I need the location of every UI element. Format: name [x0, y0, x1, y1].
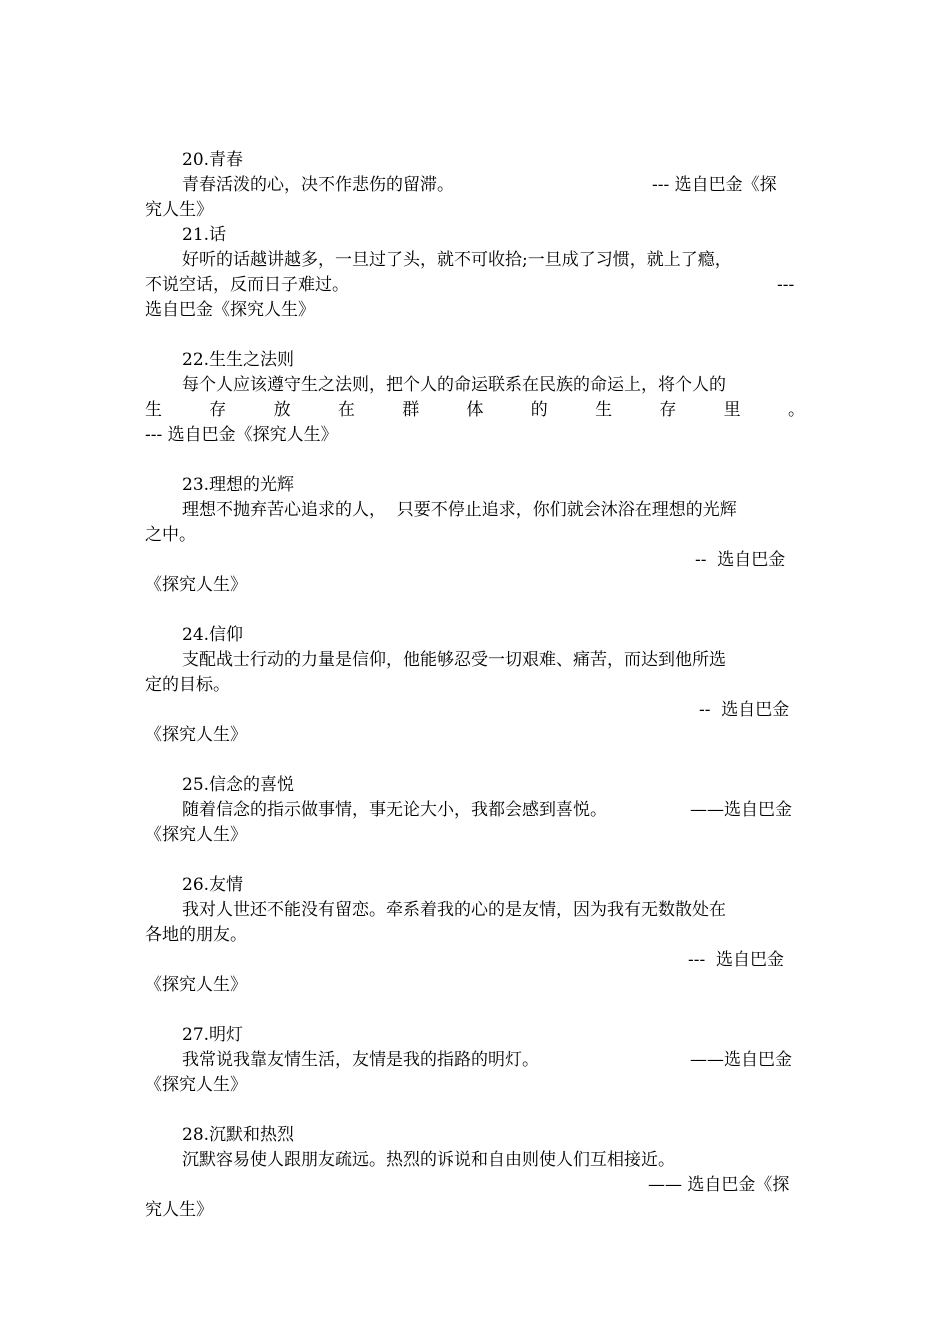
entry-text: 理想不抛弃苦心追求的人， 只要不停止追求，你们就会沐浴在理想的光辉 [182, 500, 737, 520]
entry-heading: 21.话 [182, 225, 227, 245]
char: 群 [402, 400, 420, 420]
entry-source: 《探究人生》 [145, 825, 247, 845]
entry-text: 青春活泼的心，决不作悲伤的留滞。 [182, 175, 454, 195]
entry-source: --- 选自巴金 [688, 950, 785, 970]
entry-source: 《探究人生》 [145, 1075, 247, 1095]
char: 在 [337, 400, 355, 420]
entry-source: --- 选自巴金《探 [652, 175, 777, 195]
entry-heading: 22.生生之法则 [182, 350, 295, 370]
entry-text-justified [145, 398, 805, 423]
entry-text: 每个人应该遵守生之法则，把个人的命运联系在民族的命运上，将个人的 [182, 375, 726, 395]
entry-source: 究人生》 [145, 200, 213, 220]
entry-source: ——选自巴金 [690, 800, 792, 820]
entry-heading: 28.沉默和热烈 [182, 1125, 295, 1145]
char: 里 [723, 400, 741, 420]
char: 存 [209, 400, 227, 420]
entry-heading: 23.理想的光辉 [182, 475, 295, 495]
entry-source: -- 选自巴金 [695, 550, 786, 570]
entry-heading: 24.信仰 [182, 625, 244, 645]
entry-source: 《探究人生》 [145, 725, 247, 745]
entry-heading: 20.青春 [182, 150, 244, 170]
entry-heading: 27.明灯 [182, 1025, 244, 1045]
entry-source: 《探究人生》 [145, 975, 247, 995]
entry-source: —— 选自巴金《探 [648, 1175, 790, 1195]
entry-text: 我对人世还不能没有留恋。牵系着我的心的是友情，因为我有无数散处在 [182, 900, 726, 920]
entry-source: -- 选自巴金 [699, 700, 790, 720]
entry-text: 不说空话，反而日子难过。 [145, 275, 349, 295]
entry-text: 我常说我靠友情生活，友情是我的指路的明灯。 [182, 1050, 539, 1070]
entry-source: --- [777, 275, 795, 295]
entry-text: 好听的话越讲越多，一旦过了头，就不可收拾;一旦成了习惯，就上了瘾， [182, 250, 732, 270]
entry-text: 各地的朋友。 [145, 925, 247, 945]
char: 。 [787, 400, 805, 420]
entry-heading: 25.信念的喜悦 [182, 775, 295, 795]
entry-text: 沉默容易使人跟朋友疏远。热烈的诉说和自由则使人们互相接近。 [182, 1150, 675, 1170]
entry-source: 选自巴金《探究人生》 [145, 300, 315, 320]
char: 生 [595, 400, 613, 420]
entry-source: 究人生》 [145, 1200, 213, 1220]
entry-text: 之中。 [145, 525, 196, 545]
char: 放 [273, 400, 291, 420]
entry-text: 随着信念的指示做事情，事无论大小，我都会感到喜悦。 [182, 800, 607, 820]
char: 的 [530, 400, 548, 420]
char: 体 [466, 400, 484, 420]
entry-source: --- 选自巴金《探究人生》 [145, 425, 338, 445]
entry-source: 《探究人生》 [145, 575, 247, 595]
entry-text: 支配战士行动的力量是信仰，他能够忍受一切艰难、痛苦，而达到他所选 [182, 650, 726, 670]
entry-heading: 26.友情 [182, 875, 244, 895]
char: 生 [145, 400, 162, 420]
entry-source: ——选自巴金 [690, 1050, 792, 1070]
char: 存 [659, 400, 677, 420]
entry-text: 定的目标。 [145, 675, 230, 695]
